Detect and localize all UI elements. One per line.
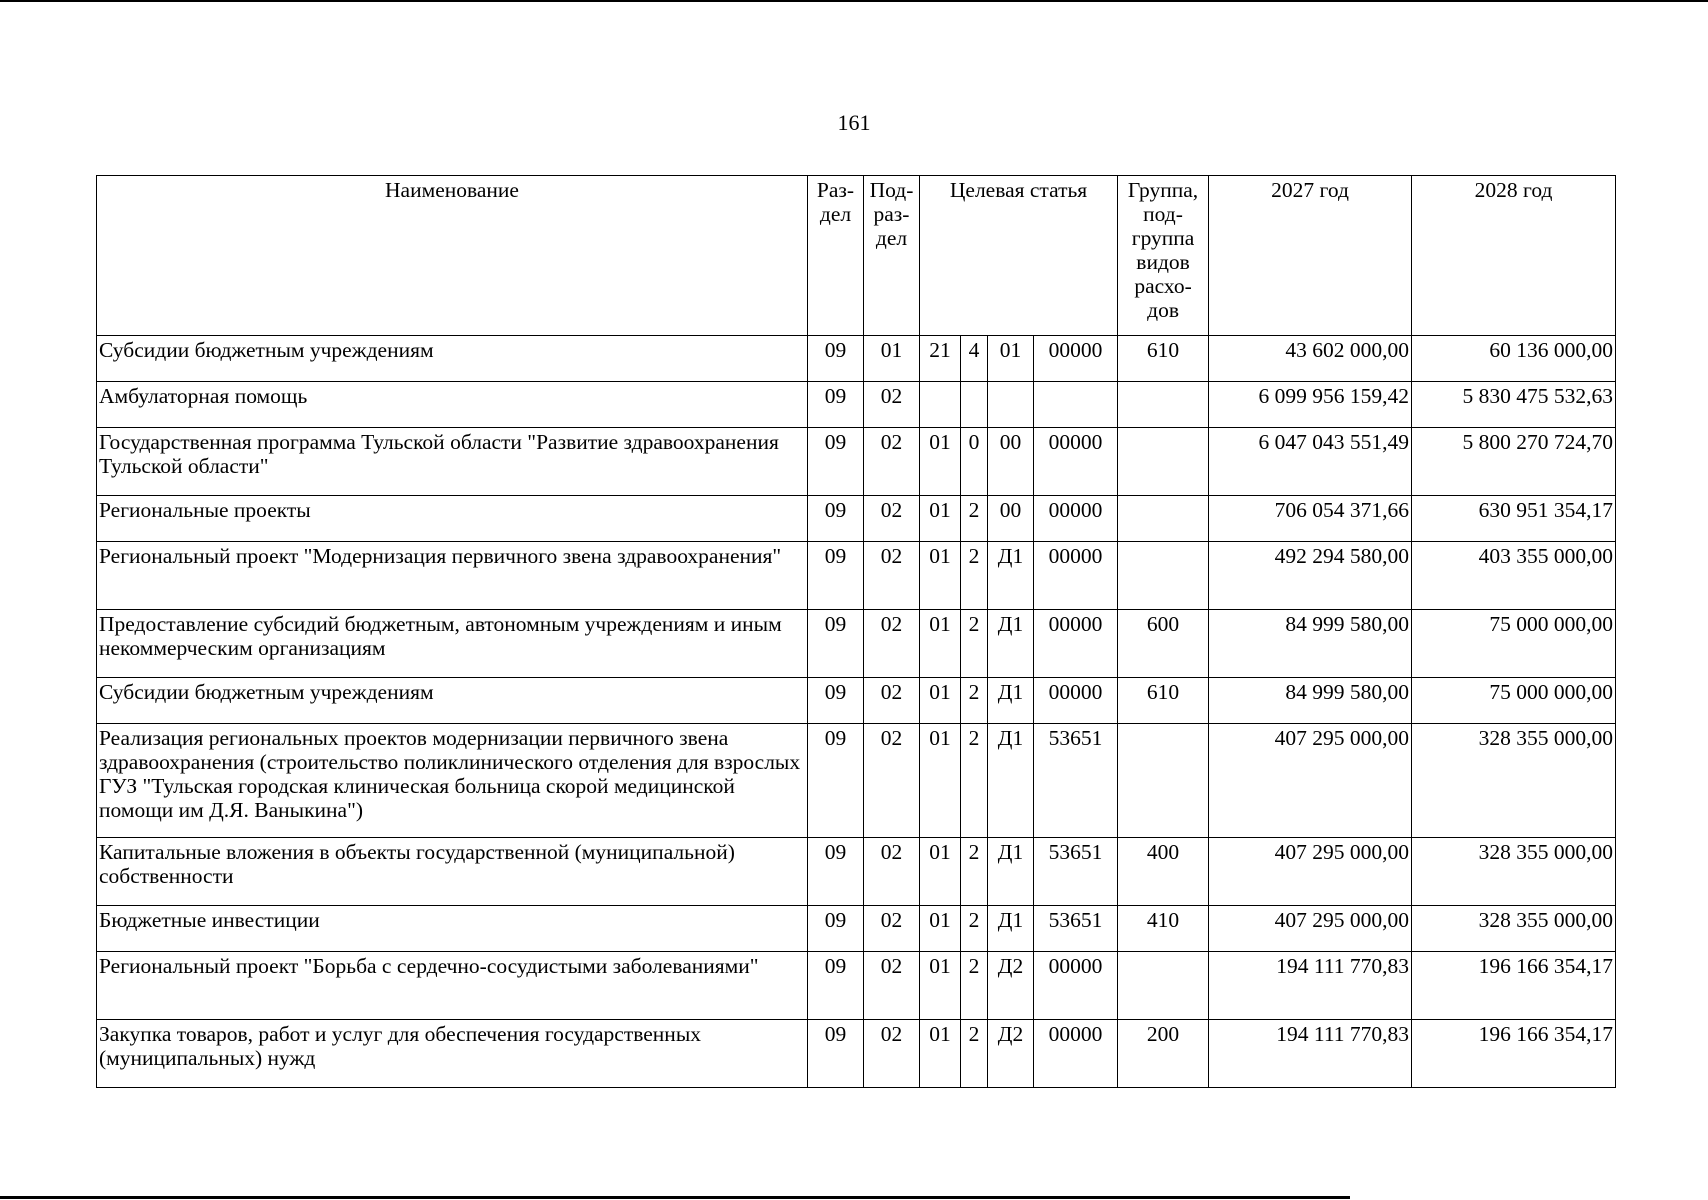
row-podrazdel: 02 bbox=[864, 542, 920, 610]
row-podrazdel: 02 bbox=[864, 382, 920, 428]
row-target-direction: 00000 bbox=[1034, 496, 1118, 542]
row-amount-2028: 403 355 000,00 bbox=[1412, 542, 1616, 610]
row-target-direction: 00000 bbox=[1034, 336, 1118, 382]
row-target-subprogram: 01 bbox=[988, 336, 1034, 382]
row-amount-2027: 43 602 000,00 bbox=[1209, 336, 1412, 382]
table-row bbox=[97, 724, 1616, 838]
row-target-program: 01 bbox=[920, 542, 961, 610]
row-expense-group: 410 bbox=[1118, 906, 1209, 952]
row-target-subprogram: Д1 bbox=[988, 724, 1034, 838]
row-target-direction: 00000 bbox=[1034, 542, 1118, 610]
row-amount-2028: 5 800 270 724,70 bbox=[1412, 428, 1616, 496]
row-amount-2027: 194 111 770,83 bbox=[1209, 952, 1412, 1020]
row-target-type: 2 bbox=[961, 906, 988, 952]
row-podrazdel: 02 bbox=[864, 906, 920, 952]
row-amount-2028: 60 136 000,00 bbox=[1412, 336, 1616, 382]
row-target-type: 2 bbox=[961, 952, 988, 1020]
row-target-subprogram: 00 bbox=[988, 428, 1034, 496]
row-target-program: 21 bbox=[920, 336, 961, 382]
row-target-subprogram: Д1 bbox=[988, 838, 1034, 906]
row-amount-2028: 5 830 475 532,63 bbox=[1412, 382, 1616, 428]
row-target-direction: 53651 bbox=[1034, 838, 1118, 906]
row-target-program: 01 bbox=[920, 724, 961, 838]
row-target-direction: 53651 bbox=[1034, 724, 1118, 838]
row-name: Региональный проект "Борьба с сердечно-сосудистыми заболеваниями" bbox=[97, 952, 808, 1020]
row-target-subprogram: Д2 bbox=[988, 1020, 1034, 1088]
row-target-program: 01 bbox=[920, 952, 961, 1020]
row-target-subprogram: Д1 bbox=[988, 906, 1034, 952]
row-podrazdel: 02 bbox=[864, 678, 920, 724]
row-expense-group: 200 bbox=[1118, 1020, 1209, 1088]
row-amount-2027: 84 999 580,00 bbox=[1209, 678, 1412, 724]
row-target-program: 01 bbox=[920, 678, 961, 724]
header-razdel: Раз- дел bbox=[808, 176, 864, 336]
row-razdel: 09 bbox=[808, 906, 864, 952]
row-podrazdel: 02 bbox=[864, 838, 920, 906]
row-target-subprogram: Д2 bbox=[988, 952, 1034, 1020]
table-row bbox=[97, 678, 1616, 724]
row-razdel: 09 bbox=[808, 336, 864, 382]
row-amount-2027: 6 099 956 159,42 bbox=[1209, 382, 1412, 428]
row-podrazdel: 02 bbox=[864, 1020, 920, 1088]
row-target-subprogram: Д1 bbox=[988, 610, 1034, 678]
row-target-type: 2 bbox=[961, 610, 988, 678]
row-name: Предоставление субсидий бюджетным, автономным учреждениям и иным некоммерческим организациям bbox=[97, 610, 808, 678]
row-name: Закупка товаров, работ и услуг для обеспечения государственных (муниципальных) нужд bbox=[97, 1020, 808, 1088]
row-amount-2028: 196 166 354,17 bbox=[1412, 1020, 1616, 1088]
top-rule bbox=[0, 0, 1708, 2]
row-target-subprogram: Д1 bbox=[988, 678, 1034, 724]
row-podrazdel: 02 bbox=[864, 428, 920, 496]
row-razdel: 09 bbox=[808, 382, 864, 428]
row-expense-group bbox=[1118, 382, 1209, 428]
row-expense-group bbox=[1118, 952, 1209, 1020]
row-name: Региональный проект "Модернизация первичного звена здравоохранения" bbox=[97, 542, 808, 610]
row-target-program: 01 bbox=[920, 610, 961, 678]
row-target-program: 01 bbox=[920, 1020, 961, 1088]
row-name: Государственная программа Тульской области "Развитие здравоохранения Тульской области" bbox=[97, 428, 808, 496]
row-target-type: 2 bbox=[961, 542, 988, 610]
row-amount-2027: 407 295 000,00 bbox=[1209, 724, 1412, 838]
row-target-direction: 00000 bbox=[1034, 610, 1118, 678]
row-amount-2028: 328 355 000,00 bbox=[1412, 838, 1616, 906]
row-target-subprogram: 00 bbox=[988, 496, 1034, 542]
row-podrazdel: 02 bbox=[864, 496, 920, 542]
row-target-direction: 00000 bbox=[1034, 1020, 1118, 1088]
row-name: Капитальные вложения в объекты государственной (муниципальной) собственности bbox=[97, 838, 808, 906]
row-razdel: 09 bbox=[808, 952, 864, 1020]
header-expense-group: Группа, под- группа видов расхо- дов bbox=[1118, 176, 1209, 336]
table-row bbox=[97, 542, 1616, 610]
row-target-type: 2 bbox=[961, 678, 988, 724]
row-expense-group: 610 bbox=[1118, 336, 1209, 382]
row-amount-2028: 75 000 000,00 bbox=[1412, 610, 1616, 678]
row-name: Амбулаторная помощь bbox=[97, 382, 808, 428]
row-podrazdel: 02 bbox=[864, 724, 920, 838]
row-name: Региональные проекты bbox=[97, 496, 808, 542]
row-target-program: 01 bbox=[920, 906, 961, 952]
row-razdel: 09 bbox=[808, 838, 864, 906]
row-expense-group: 610 bbox=[1118, 678, 1209, 724]
row-razdel: 09 bbox=[808, 678, 864, 724]
row-target-type: 4 bbox=[961, 336, 988, 382]
row-razdel: 09 bbox=[808, 724, 864, 838]
row-target-type: 2 bbox=[961, 724, 988, 838]
row-target-type: 2 bbox=[961, 496, 988, 542]
header-year-2027: 2027 год bbox=[1209, 176, 1412, 336]
row-name: Субсидии бюджетным учреждениям bbox=[97, 336, 808, 382]
row-target-subprogram bbox=[988, 382, 1034, 428]
row-target-direction: 53651 bbox=[1034, 906, 1118, 952]
header-target-article: Целевая статья bbox=[920, 176, 1118, 336]
row-razdel: 09 bbox=[808, 610, 864, 678]
row-amount-2027: 194 111 770,83 bbox=[1209, 1020, 1412, 1088]
header-name: Наименование bbox=[97, 176, 808, 336]
row-expense-group bbox=[1118, 496, 1209, 542]
row-target-subprogram: Д1 bbox=[988, 542, 1034, 610]
table-row bbox=[97, 906, 1616, 952]
table-row bbox=[97, 336, 1616, 382]
header-podrazdel: Под- раз- дел bbox=[864, 176, 920, 336]
table-header-row bbox=[97, 176, 1616, 336]
row-podrazdel: 01 bbox=[864, 336, 920, 382]
header-year-2028: 2028 год bbox=[1412, 176, 1616, 336]
row-target-direction bbox=[1034, 382, 1118, 428]
row-target-type: 0 bbox=[961, 428, 988, 496]
row-amount-2027: 407 295 000,00 bbox=[1209, 906, 1412, 952]
row-target-direction: 00000 bbox=[1034, 678, 1118, 724]
row-amount-2028: 196 166 354,17 bbox=[1412, 952, 1616, 1020]
row-razdel: 09 bbox=[808, 542, 864, 610]
row-amount-2028: 630 951 354,17 bbox=[1412, 496, 1616, 542]
row-expense-group: 400 bbox=[1118, 838, 1209, 906]
row-amount-2028: 328 355 000,00 bbox=[1412, 724, 1616, 838]
budget-table bbox=[96, 175, 1616, 1088]
row-amount-2027: 492 294 580,00 bbox=[1209, 542, 1412, 610]
table-row bbox=[97, 952, 1616, 1020]
row-razdel: 09 bbox=[808, 428, 864, 496]
table-body bbox=[97, 336, 1616, 1088]
row-expense-group bbox=[1118, 428, 1209, 496]
row-name: Реализация региональных проектов модернизации первичного звена здравоохранения (строительство поликлинического отделения для взрослых ГУЗ "Тульская городская клиническая больница скорой медицинской помощи им Д.Я. Ваныкина") bbox=[97, 724, 808, 838]
row-target-type: 2 bbox=[961, 1020, 988, 1088]
row-target-type: 2 bbox=[961, 838, 988, 906]
row-expense-group bbox=[1118, 724, 1209, 838]
row-podrazdel: 02 bbox=[864, 952, 920, 1020]
row-target-type bbox=[961, 382, 988, 428]
row-target-direction: 00000 bbox=[1034, 428, 1118, 496]
row-target-program bbox=[920, 382, 961, 428]
row-amount-2028: 75 000 000,00 bbox=[1412, 678, 1616, 724]
row-amount-2027: 706 054 371,66 bbox=[1209, 496, 1412, 542]
row-expense-group bbox=[1118, 542, 1209, 610]
row-razdel: 09 bbox=[808, 496, 864, 542]
row-target-program: 01 bbox=[920, 496, 961, 542]
row-amount-2027: 84 999 580,00 bbox=[1209, 610, 1412, 678]
row-name: Бюджетные инвестиции bbox=[97, 906, 808, 952]
row-expense-group: 600 bbox=[1118, 610, 1209, 678]
row-target-program: 01 bbox=[920, 838, 961, 906]
row-podrazdel: 02 bbox=[864, 610, 920, 678]
bottom-rule bbox=[0, 1196, 1350, 1199]
table-row bbox=[97, 838, 1616, 906]
row-target-direction: 00000 bbox=[1034, 952, 1118, 1020]
row-razdel: 09 bbox=[808, 1020, 864, 1088]
table-row bbox=[97, 496, 1616, 542]
table-row bbox=[97, 382, 1616, 428]
row-amount-2028: 328 355 000,00 bbox=[1412, 906, 1616, 952]
row-amount-2027: 6 047 043 551,49 bbox=[1209, 428, 1412, 496]
table-row bbox=[97, 610, 1616, 678]
page-number: 161 bbox=[837, 110, 871, 135]
row-amount-2027: 407 295 000,00 bbox=[1209, 838, 1412, 906]
table-row bbox=[97, 1020, 1616, 1088]
table-row bbox=[97, 428, 1616, 496]
row-target-program: 01 bbox=[920, 428, 961, 496]
row-name: Субсидии бюджетным учреждениям bbox=[97, 678, 808, 724]
